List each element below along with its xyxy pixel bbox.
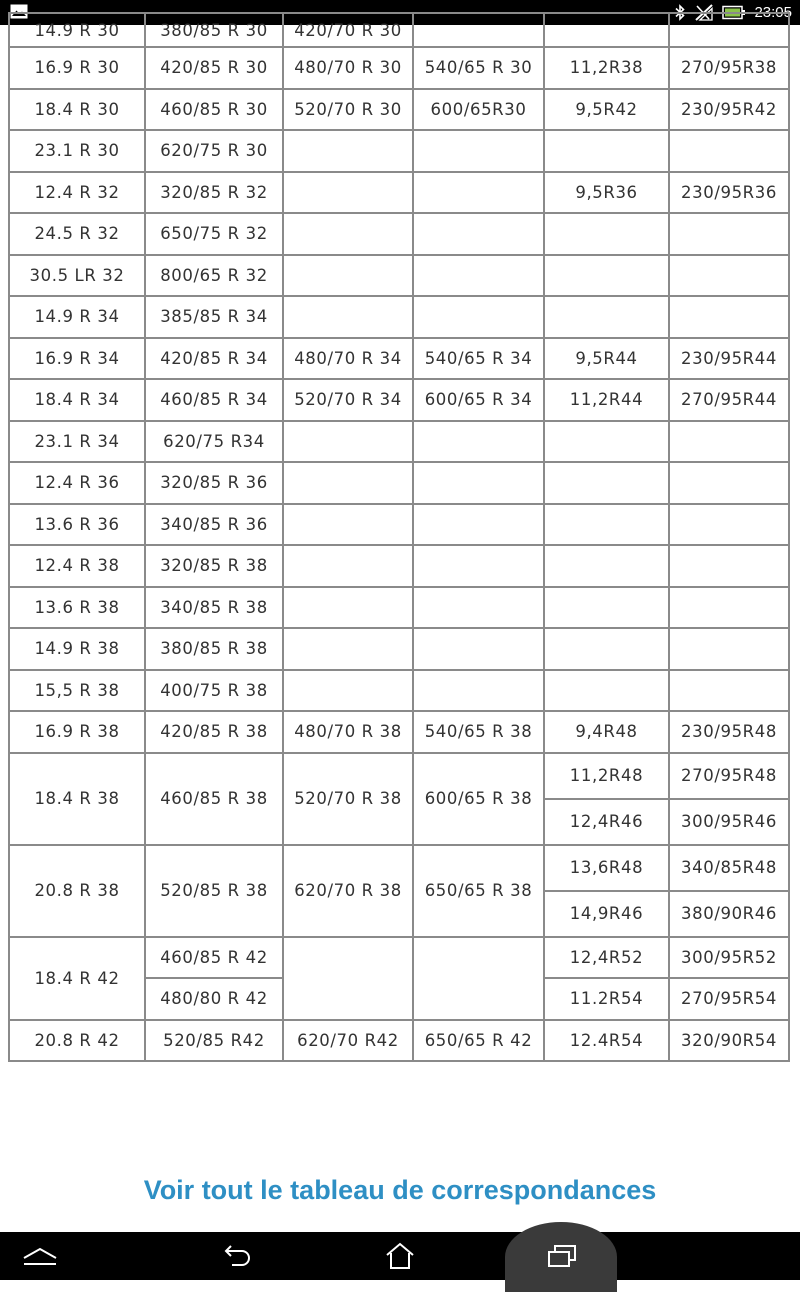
- table-row: [9, 753, 789, 799]
- table-cell: [283, 130, 413, 172]
- table-cell: [283, 255, 413, 297]
- table-row: [9, 587, 789, 629]
- table-cell: 20.8 R 38: [9, 845, 145, 937]
- table-cell: 620/70 R 38: [283, 845, 413, 937]
- collapse-button[interactable]: [0, 1232, 80, 1280]
- table-cell: 9,4R48: [544, 711, 669, 753]
- table-cell: 480/70 R 34: [283, 338, 413, 380]
- table-cell: 9,5R36: [544, 172, 669, 214]
- table-cell: [544, 587, 669, 629]
- table-cell: 460/85 R 34: [145, 379, 283, 421]
- table-cell: [669, 130, 789, 172]
- table-cell: [283, 937, 413, 1020]
- table-cell: 23.1 R 34: [9, 421, 145, 463]
- table-row: [9, 130, 789, 172]
- table-cell: 12.4R54: [544, 1020, 669, 1062]
- collapse-icon: [22, 1245, 58, 1267]
- status-time: 23:05: [754, 4, 792, 21]
- table-cell: [413, 421, 544, 463]
- table-cell: [544, 421, 669, 463]
- table-row: [9, 504, 789, 546]
- table-row: [9, 545, 789, 587]
- table-cell: 24.5 R 32: [9, 213, 145, 255]
- table-cell: [413, 296, 544, 338]
- table-cell: 16.9 R 34: [9, 338, 145, 380]
- table-cell: [283, 172, 413, 214]
- table-cell: 800/65 R 32: [145, 255, 283, 297]
- table-cell: 460/85 R 38: [145, 753, 283, 845]
- table-cell: [669, 213, 789, 255]
- table-cell: 11,2R44: [544, 379, 669, 421]
- table-cell: 14.9 R 34: [9, 296, 145, 338]
- recent-apps-button[interactable]: [522, 1232, 602, 1280]
- table-cell: 600/65 R 34: [413, 379, 544, 421]
- table-cell: [669, 504, 789, 546]
- table-cell: 620/75 R34: [145, 421, 283, 463]
- table-cell: 540/65 R 34: [413, 338, 544, 380]
- table-cell: 420/85 R 30: [145, 47, 283, 89]
- table-cell: 320/85 R 38: [145, 545, 283, 587]
- table-cell: [544, 213, 669, 255]
- table-cell: 380/85 R 38: [145, 628, 283, 670]
- table-cell: 12.4 R 36: [9, 462, 145, 504]
- table-cell: 620/75 R 30: [145, 130, 283, 172]
- table-body: [9, 13, 789, 1061]
- table-cell: 230/95R42: [669, 89, 789, 131]
- table-cell: [544, 670, 669, 712]
- table-cell: 13.6 R 38: [9, 587, 145, 629]
- table-cell: [413, 504, 544, 546]
- table-cell: 11.2R54: [544, 978, 669, 1020]
- table-cell: [283, 462, 413, 504]
- table-cell: [544, 545, 669, 587]
- table-cell: 480/70 R 38: [283, 711, 413, 753]
- table-cell: 14,9R46: [544, 891, 669, 937]
- table-cell: 30.5 LR 32: [9, 255, 145, 297]
- table-row: [9, 296, 789, 338]
- table-cell: [283, 213, 413, 255]
- table-cell: 420/85 R 34: [145, 338, 283, 380]
- table-cell: 270/95R54: [669, 978, 789, 1020]
- table-cell: [544, 462, 669, 504]
- table-cell: [413, 213, 544, 255]
- table-cell: 520/70 R 38: [283, 753, 413, 845]
- table-cell: 320/85 R 36: [145, 462, 283, 504]
- table-cell: 12,4R46: [544, 799, 669, 845]
- table-cell: 230/95R48: [669, 711, 789, 753]
- table-cell: [413, 172, 544, 214]
- table-cell: [283, 545, 413, 587]
- table-cell: 320/90R54: [669, 1020, 789, 1062]
- table-cell: 340/85 R 38: [145, 587, 283, 629]
- table-cell: [413, 130, 544, 172]
- table-cell: 520/85 R42: [145, 1020, 283, 1062]
- table-cell: [669, 255, 789, 297]
- table-cell: 650/65 R 42: [413, 1020, 544, 1062]
- table-cell: [669, 13, 789, 47]
- table-row: [9, 1020, 789, 1062]
- table-cell: [413, 670, 544, 712]
- table-row: [9, 172, 789, 214]
- table-cell: 12,4R52: [544, 937, 669, 979]
- table-cell: 16.9 R 38: [9, 711, 145, 753]
- table-cell: 650/65 R 38: [413, 845, 544, 937]
- table-cell: 11,2R38: [544, 47, 669, 89]
- table-row: [9, 670, 789, 712]
- table-cell: 230/95R36: [669, 172, 789, 214]
- table-cell: 380/85 R 30: [145, 13, 283, 47]
- table-cell: 270/95R48: [669, 753, 789, 799]
- table-cell: [669, 587, 789, 629]
- table-cell: [669, 628, 789, 670]
- table-cell: [283, 587, 413, 629]
- table-cell: 650/75 R 32: [145, 213, 283, 255]
- table-cell: 13,6R48: [544, 845, 669, 891]
- table-cell: [413, 545, 544, 587]
- table-cell: 9,5R44: [544, 338, 669, 380]
- table-cell: [413, 587, 544, 629]
- table-cell: 520/85 R 38: [145, 845, 283, 937]
- table-cell: 340/85 R 36: [145, 504, 283, 546]
- table-cell: 340/85R48: [669, 845, 789, 891]
- table-row: [9, 628, 789, 670]
- table-cell: [544, 13, 669, 47]
- table-cell: 420/70 R 30: [283, 13, 413, 47]
- table-cell: 18.4 R 38: [9, 753, 145, 845]
- tyre-correspondence-table-container[interactable]: [8, 12, 788, 1062]
- table-cell: [413, 255, 544, 297]
- table-cell: 12.4 R 38: [9, 545, 145, 587]
- table-cell: 380/90R46: [669, 891, 789, 937]
- home-button[interactable]: [360, 1232, 440, 1280]
- table-cell: 600/65 R 38: [413, 753, 544, 845]
- table-cell: [669, 462, 789, 504]
- table-cell: 400/75 R 38: [145, 670, 283, 712]
- table-cell: 540/65 R 38: [413, 711, 544, 753]
- table-cell: [283, 296, 413, 338]
- table-row: [9, 937, 789, 979]
- link-area: [0, 1175, 800, 1206]
- table-cell: [544, 255, 669, 297]
- table-cell: 14.9 R 38: [9, 628, 145, 670]
- table-cell: 14.9 R 30: [9, 13, 145, 47]
- table-row: [9, 89, 789, 131]
- table-row: [9, 47, 789, 89]
- table-cell: [544, 130, 669, 172]
- tyre-correspondence-table: [8, 12, 790, 1062]
- table-cell: 16.9 R 30: [9, 47, 145, 89]
- table-cell: [413, 628, 544, 670]
- home-icon: [385, 1242, 415, 1270]
- table-cell: 480/70 R 30: [283, 47, 413, 89]
- table-row: [9, 421, 789, 463]
- table-cell: [669, 670, 789, 712]
- table-cell: 420/85 R 38: [145, 711, 283, 753]
- table-cell: 9,5R42: [544, 89, 669, 131]
- table-cell: 11,2R48: [544, 753, 669, 799]
- table-row: [9, 845, 789, 891]
- table-cell: [544, 296, 669, 338]
- table-row: [9, 379, 789, 421]
- table-cell: 15,5 R 38: [9, 670, 145, 712]
- table-cell: 320/85 R 32: [145, 172, 283, 214]
- table-cell: [544, 628, 669, 670]
- table-cell: [283, 670, 413, 712]
- table-cell: 600/65R30: [413, 89, 544, 131]
- table-row: [9, 462, 789, 504]
- table-cell: [283, 421, 413, 463]
- table-row: [9, 711, 789, 753]
- table-row: [9, 13, 789, 47]
- table-cell: 620/70 R42: [283, 1020, 413, 1062]
- table-cell: [283, 628, 413, 670]
- table-cell: 12.4 R 32: [9, 172, 145, 214]
- table-cell: 18.4 R 34: [9, 379, 145, 421]
- table-cell: 13.6 R 36: [9, 504, 145, 546]
- table-cell: [413, 462, 544, 504]
- table-cell: [413, 13, 544, 47]
- table-cell: 18.4 R 30: [9, 89, 145, 131]
- table-cell: [669, 296, 789, 338]
- table-row: [9, 213, 789, 255]
- table-cell: 300/95R46: [669, 799, 789, 845]
- table-cell: [413, 937, 544, 1020]
- table-cell: [669, 421, 789, 463]
- table-cell: 480/80 R 42: [145, 978, 283, 1020]
- table-cell: 520/70 R 34: [283, 379, 413, 421]
- table-row: [9, 338, 789, 380]
- navigation-bar: [0, 1232, 800, 1280]
- table-cell: 23.1 R 30: [9, 130, 145, 172]
- table-cell: 270/95R38: [669, 47, 789, 89]
- table-cell: 520/70 R 30: [283, 89, 413, 131]
- table-cell: 18.4 R 42: [9, 937, 145, 1020]
- table-cell: 385/85 R 34: [145, 296, 283, 338]
- table-cell: [669, 545, 789, 587]
- table-cell: 270/95R44: [669, 379, 789, 421]
- table-cell: 460/85 R 30: [145, 89, 283, 131]
- table-cell: 300/95R52: [669, 937, 789, 979]
- table-cell: [283, 504, 413, 546]
- table-cell: 540/65 R 30: [413, 47, 544, 89]
- table-row: [9, 255, 789, 297]
- table-cell: 460/85 R 42: [145, 937, 283, 979]
- back-button[interactable]: [198, 1232, 278, 1280]
- back-icon: [223, 1243, 253, 1269]
- view-full-table-link[interactable]: Voir tout le tableau de correspondances: [143, 1175, 657, 1205]
- table-cell: 20.8 R 42: [9, 1020, 145, 1062]
- table-cell: [544, 504, 669, 546]
- table-cell: 230/95R44: [669, 338, 789, 380]
- recent-apps-icon: [547, 1244, 577, 1268]
